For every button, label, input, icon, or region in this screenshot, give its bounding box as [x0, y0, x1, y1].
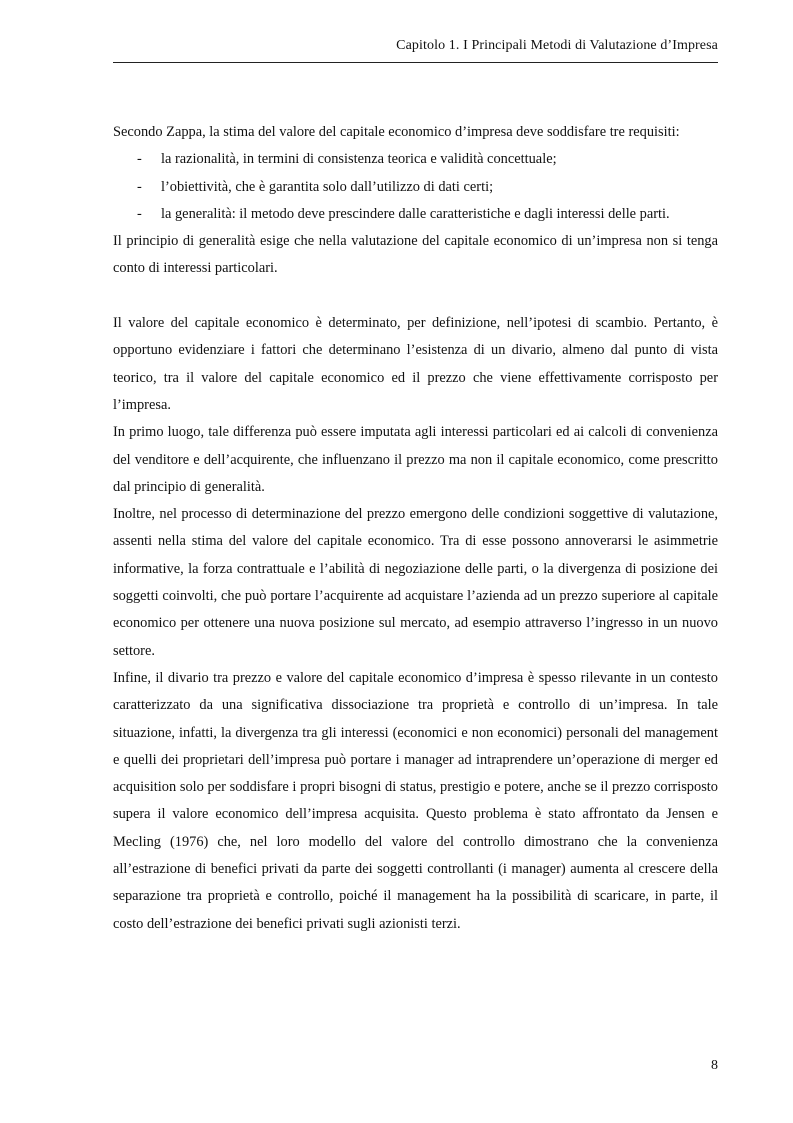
list-item: [113, 201, 718, 228]
requirements-list: [113, 146, 718, 228]
page-number: 8: [711, 1058, 718, 1073]
list-bullet: -: [137, 151, 142, 168]
page-body: [113, 119, 718, 938]
paragraph-exchange: Il valore del capitale economico è determinato, per definizione, nell’ipotesi di scambio. Pertanto, è opportuno evidenziare i fattori che determinano l’esistenza di un divario, almeno dal punto di vista teorico, tra il valore del capitale economico ed il prezzo che viene effettivamente corrisposto per l’impresa.: [113, 315, 718, 413]
page-header: [113, 38, 718, 63]
list-item-text: la razionalità, in termini di consistenza teorica e validità concettuale;: [161, 151, 557, 168]
paragraph-generality: Il principio di generalità esige che nella valutazione del capitale economico di un’impresa non si tenga conto di interessi particolari.: [113, 233, 718, 277]
list-item-text: la generalità: il metodo deve prescindere dalle caratteristiche e dagli interessi delle parti.: [161, 205, 670, 222]
paragraph-second-reason: Inoltre, nel processo di determinazione del prezzo emergono delle condizioni soggettive di valutazione, assenti nella stima del valore del capitale economico. Tra di esse possono annoverarsi le asimmetrie informative, la forza contrattuale e l’abilità di negoziazione delle parti, o la divergenza di posizione dei soggetti coinvolti, che può portare l’acquirente ad acquistare l’azienda ad un prezzo superiore al capitale economico per ottenere una nuova posizione sul mercato, ad esempio attraverso l’ingresso in un nuovo settore.: [113, 506, 718, 659]
intro-paragraph: Secondo Zappa, la stima del valore del capitale economico d’impresa deve soddisfare tre requisiti:: [113, 124, 680, 140]
paragraph-third-reason: Infine, il divario tra prezzo e valore del capitale economico d’impresa è spesso rilevante in un contesto caratterizzato da una significativa dissociazione tra proprietà e controllo di un’impresa. In tale situazione, infatti, la divergenza tra gli interessi (economici e non economici) personali del management e quelli dei proprietari dell’impresa può portare i manager ad intraprendere un’operazione di merger ed acquisition solo per soddisfare i propri bisogni di status, prestigio e potere, anche se il prezzo corrisposto supera il valore economico dell’impresa acquisita. Questo problema è stato affrontato da Jensen e Mecling (1976) che, nel loro modello del valore del controllo dimostrano che la convenienza all’estrazione di benefici privati da parte dei soggetti controllanti (i manager) aumenta al crescere della separazione tra proprietà e controllo, poiché il management ha la possibilità di scaricare, in parte, il costo dell’estrazione dei benefici privati sugli azionisti terzi.: [113, 669, 718, 932]
paragraph-spacer: [113, 283, 718, 310]
list-item: [113, 146, 718, 173]
paragraph-first-reason: In primo luogo, tale differenza può essere imputata agli interessi particolari ed ai calcoli di convenienza del venditore e dell’acquirente, che influenzano il prezzo ma non il capitale economico, come prescritto dal principio di generalità.: [113, 424, 718, 495]
list-bullet: -: [137, 178, 142, 195]
list-item-text: l’obiettività, che è garantita solo dall’utilizzo di dati certi;: [161, 178, 494, 195]
chapter-title: Capitolo 1. I Principali Metodi di Valutazione d’Impresa: [396, 38, 718, 53]
list-bullet: -: [137, 205, 142, 222]
list-item: [113, 174, 718, 201]
